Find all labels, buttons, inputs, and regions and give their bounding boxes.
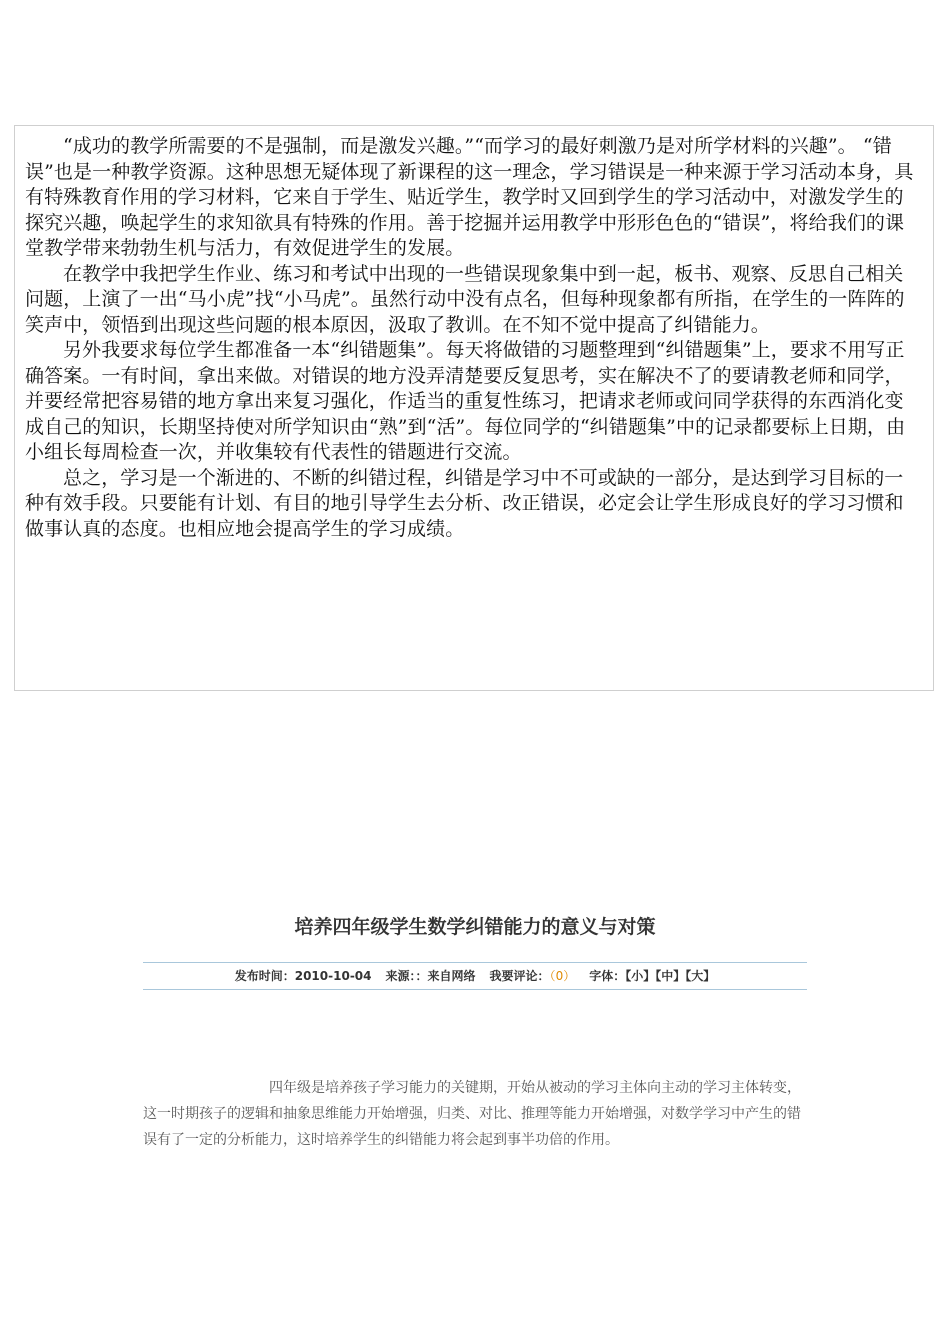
essay-paragraph-1: “成功的教学所需要的不是强制，而是激发兴趣。”“而学习的最好刺激乃是对所学材料的兴趣”。 “错误”也是一种教学资源。这种思想无疑体现了新课程的这一理念，学习错误是一种来源于学习活动本身，具有特殊教育作用的学习材料，它来自于学生、贴近学生，教学时又回到学生的学习活动中，对激发学生的探究兴趣，唤起学生的求知欲具有特殊的作用。善于挖掘并运用教学中形形色色的“错误”，将给我们的课堂教学带来勃勃生机与活力，有效促进学生的发展。	[25, 135, 914, 259]
essay-paragraph-2: 在教学中我把学生作业、练习和考试中出现的一些错误现象集中到一起，板书、观察、反思自己相关问题，上演了一出“马小虎”找“小马虎”。虽然行动中没有点名，但每种现象都有所指，在学生的一阵阵的笑声中，领悟到出现这些问题的根本原因，汲取了教训。在不知不觉中提高了纠错能力。	[25, 262, 905, 336]
essay-text	[25, 134, 921, 542]
comment-close-paren: ）	[563, 969, 576, 983]
article-title: 培养四年级学生数学纠错能力的意义与对策	[294, 916, 656, 938]
publish-label: 发布时间：	[234, 969, 295, 983]
essay-box	[14, 125, 934, 691]
comment-count: 0	[555, 969, 564, 983]
font-small-button[interactable]: 【小】	[625, 969, 656, 983]
intro-paragraph: 四年级是培养孩子学习能力的关键期，开始从被动的学习主体向主动的学习主体转变，这一时期孩子的逻辑和抽象思维能力开始增强，归类、对比、推理等能力开始增强，对数学学习中产生的错误有了一定的分析能力，这时培养学生的纠错能力将会起到事半功倍的作用。	[143, 1080, 801, 1148]
article-intro	[143, 1075, 809, 1153]
font-size-label: 字体：	[589, 969, 626, 983]
comment-link[interactable]	[490, 969, 576, 983]
publish-date: 2010-10-04	[294, 969, 372, 983]
source-value: ：来自网络	[415, 969, 476, 983]
comment-label: 我要评论：	[489, 969, 550, 983]
source-label: 来源：	[385, 969, 416, 983]
comment-open-paren: （	[549, 969, 556, 983]
font-large-button[interactable]: 【大】	[685, 969, 716, 983]
essay-paragraph-4: 总之，学习是一个渐进的、不断的纠错过程，纠错是学习中不可或缺的一部分，是达到学习目标的一种有效手段。只要能有计划、有目的地引导学生去分析、改正错误，必定会让学生形成良好的学习习惯和做事认真的态度。也相应地会提高学生的学习成绩。	[25, 466, 904, 540]
article-meta-bar	[143, 962, 807, 990]
font-medium-button[interactable]: 【中】	[655, 969, 686, 983]
essay-paragraph-3: 另外我要求每位学生都准备一本“纠错题集”。每天将做错的习题整理到“纠错题集”上，要求不用写正确答案。一有时间，拿出来做。对错误的地方没弄清楚要反复思考，实在解决不了的要请教老师和同学，并要经常把容易错的地方拿出来复习强化，作适当的重复性练习，把请求老师或问同学获得的东西消化变成自己的知识，长期坚持使对所学知识由“熟”到“活”。每位同学的“纠错题集”中的记录都要标上日期，由小组长每周检查一次，并收集较有代表性的错题进行交流。	[25, 339, 906, 463]
